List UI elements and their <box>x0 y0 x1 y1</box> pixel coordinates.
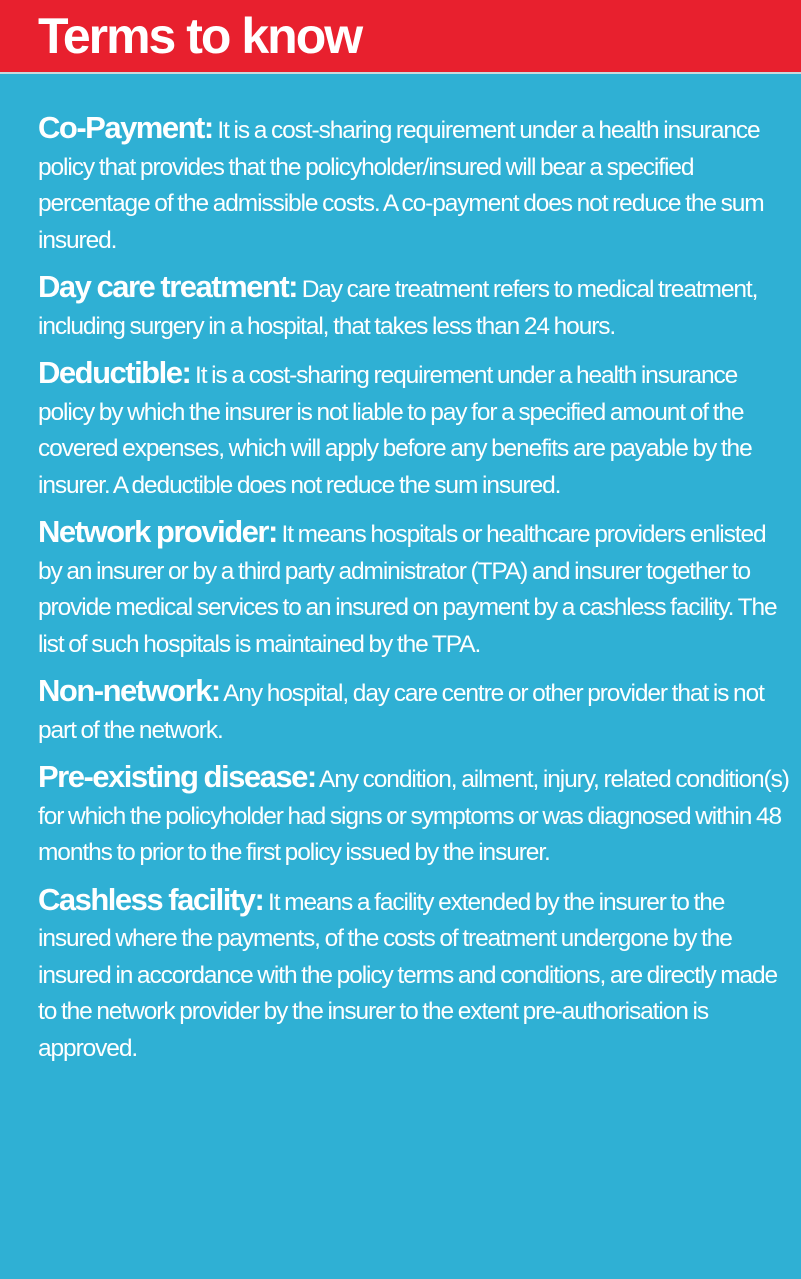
term-day-care-treatment <box>38 269 790 345</box>
term-definition: It means hospitals or healthcare providers enlisted by an insurer or by a third party administrator (TPA) and insurer together to provide medical services to an insured on payment by a cashless facility. The list of such hospitals is maintained by the TPA. <box>38 521 777 658</box>
term-name: Pre-existing disease: <box>38 759 316 794</box>
term-name: Non-network: <box>38 673 220 708</box>
term-co-payment <box>38 110 790 259</box>
term-definition: Day care treatment refers to medical treatment, including surgery in a hospital, that takes less than 24 hours. <box>38 276 758 340</box>
term-definition: Any hospital, day care centre or other provider that is not part of the network. <box>38 680 764 744</box>
terms-list <box>38 110 790 1077</box>
page-title: Terms to know <box>38 8 362 64</box>
term-definition: It is a cost-sharing requirement under a health insurance policy by which the insurer is not liable to pay for a specified amount of the covered expenses, which will apply before any benefits are payable by the insurer. A deductible does not reduce the sum insured. <box>38 362 752 499</box>
term-cashless-facility <box>38 882 790 1068</box>
term-definition: Any condition, ailment, injury, related condition(s) for which the policyholder had signs or symptoms or was diagnosed within 48 months to prior to the first policy issued by the insurer. <box>38 766 789 866</box>
term-network-provider <box>38 514 790 663</box>
term-name: Day care treatment: <box>38 269 297 304</box>
header-banner <box>0 0 801 74</box>
term-non-network <box>38 673 790 749</box>
term-deductible <box>38 355 790 504</box>
term-definition: It is a cost-sharing requirement under a health insurance policy that provides that the policyholder/insured will bear a specified percentage of the admissible costs. A co-payment does not reduce the sum insured. <box>38 117 764 254</box>
term-name: Network provider: <box>38 514 277 549</box>
term-definition: It means a facility extended by the insurer to the insured where the payments, of the costs of treatment undergone by the insured in accordance with the policy terms and conditions, are directly made to the network provider by the insurer to the extent pre-authorisation is approved. <box>38 888 778 1062</box>
term-name: Cashless facility: <box>38 881 264 917</box>
term-name: Co-Payment: <box>38 110 213 145</box>
term-name: Deductible: <box>38 355 191 390</box>
term-pre-existing-disease <box>38 759 790 872</box>
